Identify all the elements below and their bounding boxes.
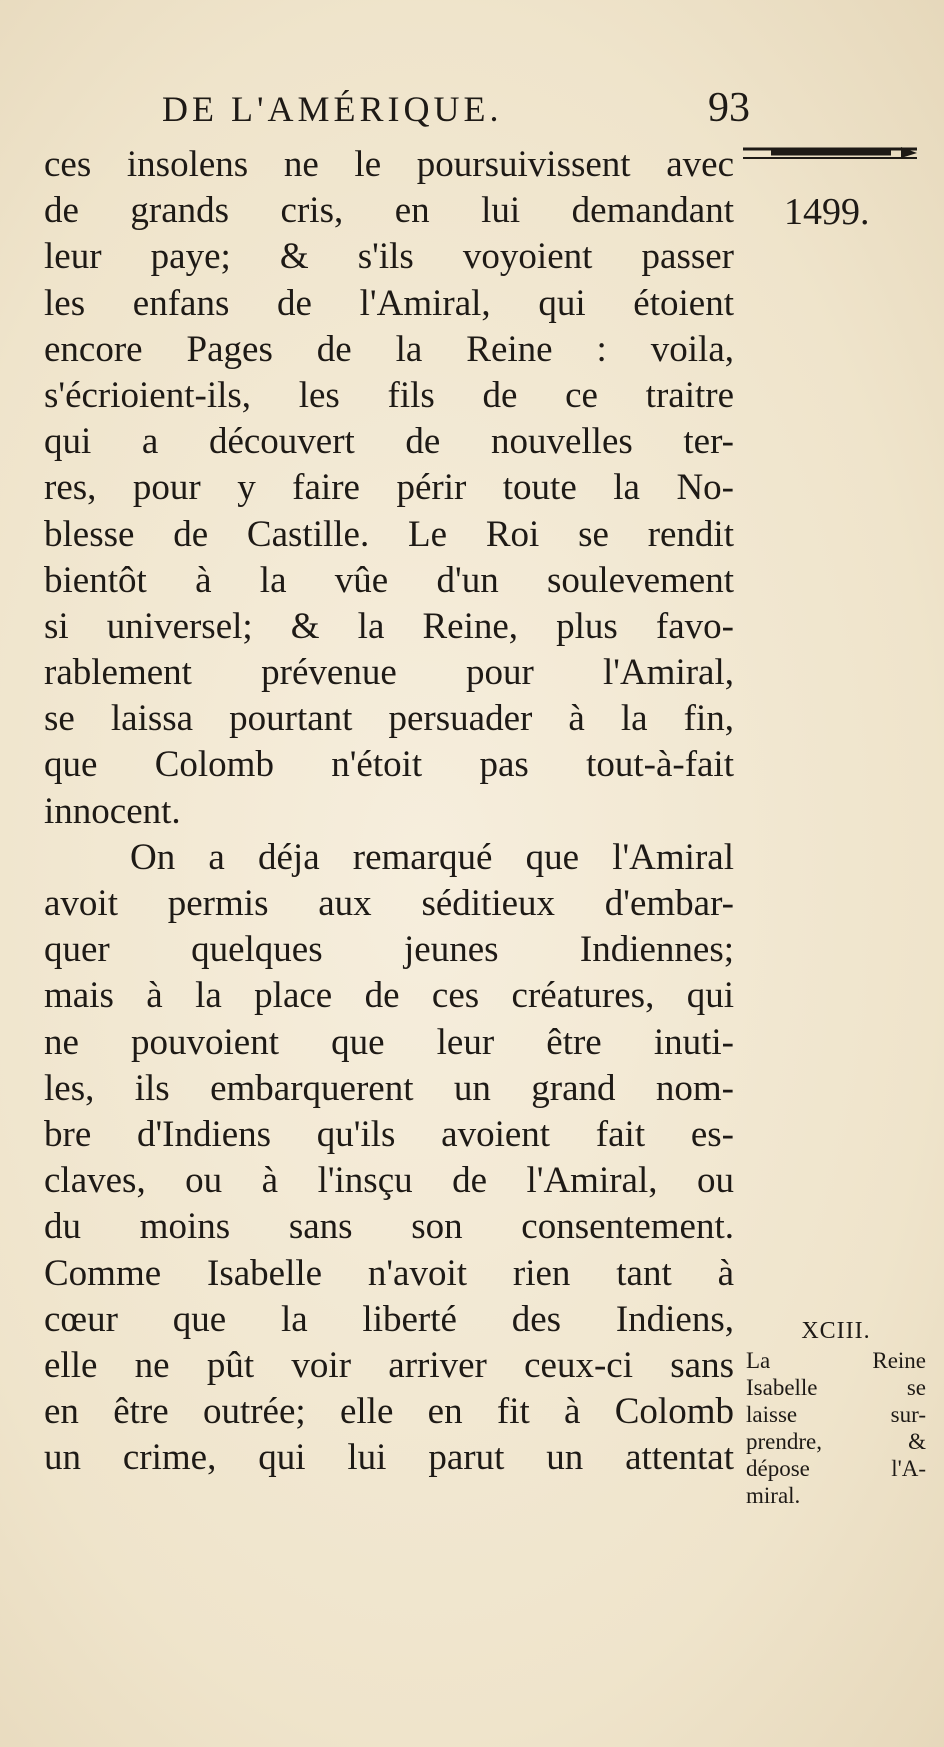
text-line: les enfans de l'Amiral, qui étoient bbox=[44, 282, 734, 324]
margin-ornament-rule bbox=[741, 146, 919, 162]
text-line: res, pour y faire périr toute la No- bbox=[44, 467, 734, 509]
text-line: que Colomb n'étoit pas tout-à-fait bbox=[44, 744, 734, 786]
text-line: bientôt à la vûe d'un soulevement bbox=[44, 559, 734, 601]
text-line: quer quelques jeunes Indiennes; bbox=[44, 929, 734, 971]
text-line: si universel; & la Reine, plus favo- bbox=[44, 605, 734, 647]
marginal-sidenote bbox=[746, 1318, 926, 1509]
running-title: DE L'AMÉRIQUE. bbox=[162, 89, 503, 129]
text-line: elle ne pût voir arriver ceux-ci sans bbox=[44, 1344, 734, 1386]
text-line: ne pouvoient que leur être inuti- bbox=[44, 1021, 734, 1063]
text-line: rablement prévenue pour l'Amiral, bbox=[44, 652, 734, 694]
body-text bbox=[44, 142, 734, 1481]
text-line: du moins sans son consentement. bbox=[44, 1206, 734, 1248]
sidenote-line: Isabelle se bbox=[746, 1375, 926, 1400]
sidenote-line: prendre, & bbox=[746, 1429, 926, 1454]
text-line: ces insolens ne le poursuivissent avec bbox=[44, 144, 734, 185]
text-line: blesse de Castille. Le Roi se rendit bbox=[44, 513, 734, 555]
page-header bbox=[150, 84, 750, 140]
sidenote-line: laisse sur- bbox=[746, 1402, 926, 1427]
text-line: Comme Isabelle n'avoit rien tant à bbox=[44, 1252, 734, 1294]
text-line: un crime, qui lui parut un attentat bbox=[44, 1437, 734, 1479]
text-line: mais à la place de ces créatures, qui bbox=[44, 975, 734, 1017]
sidenote-line: La Reine bbox=[746, 1348, 926, 1373]
margin-year: 1499. bbox=[784, 191, 870, 233]
text-line: encore Pages de la Reine : voila, bbox=[44, 328, 734, 370]
text-line: de grands cris, en lui demandant bbox=[44, 190, 734, 232]
sidenote-line: dépose l'A- bbox=[746, 1456, 926, 1481]
text-line: claves, ou à l'insçu de l'Amiral, ou bbox=[44, 1160, 734, 1202]
text-line: les, ils embarquerent un grand nom- bbox=[44, 1067, 734, 1109]
sidenote-number: XCIII. bbox=[801, 1318, 871, 1344]
text-line: innocent. bbox=[44, 790, 181, 832]
text-line: avoit permis aux séditieux d'embar- bbox=[44, 883, 734, 924]
text-line: s'écrioient-ils, les fils de ce traitre bbox=[44, 374, 734, 416]
text-line: cœur que la liberté des Indiens, bbox=[44, 1298, 734, 1340]
text-line: en être outrée; elle en fit à Colomb bbox=[44, 1391, 734, 1433]
sidenote-line: miral. bbox=[746, 1483, 801, 1508]
text-line: bre d'Indiens qu'ils avoient fait es- bbox=[44, 1113, 734, 1155]
paragraph-start-line: On a déja remarqué que l'Amiral bbox=[130, 836, 734, 878]
text-line: qui a découvert de nouvelles ter- bbox=[44, 421, 734, 463]
text-line: leur paye; & s'ils voyoient passer bbox=[44, 236, 734, 278]
text-line: se laissa pourtant persuader à la fin, bbox=[44, 698, 734, 740]
page-number: 93 bbox=[708, 85, 750, 131]
